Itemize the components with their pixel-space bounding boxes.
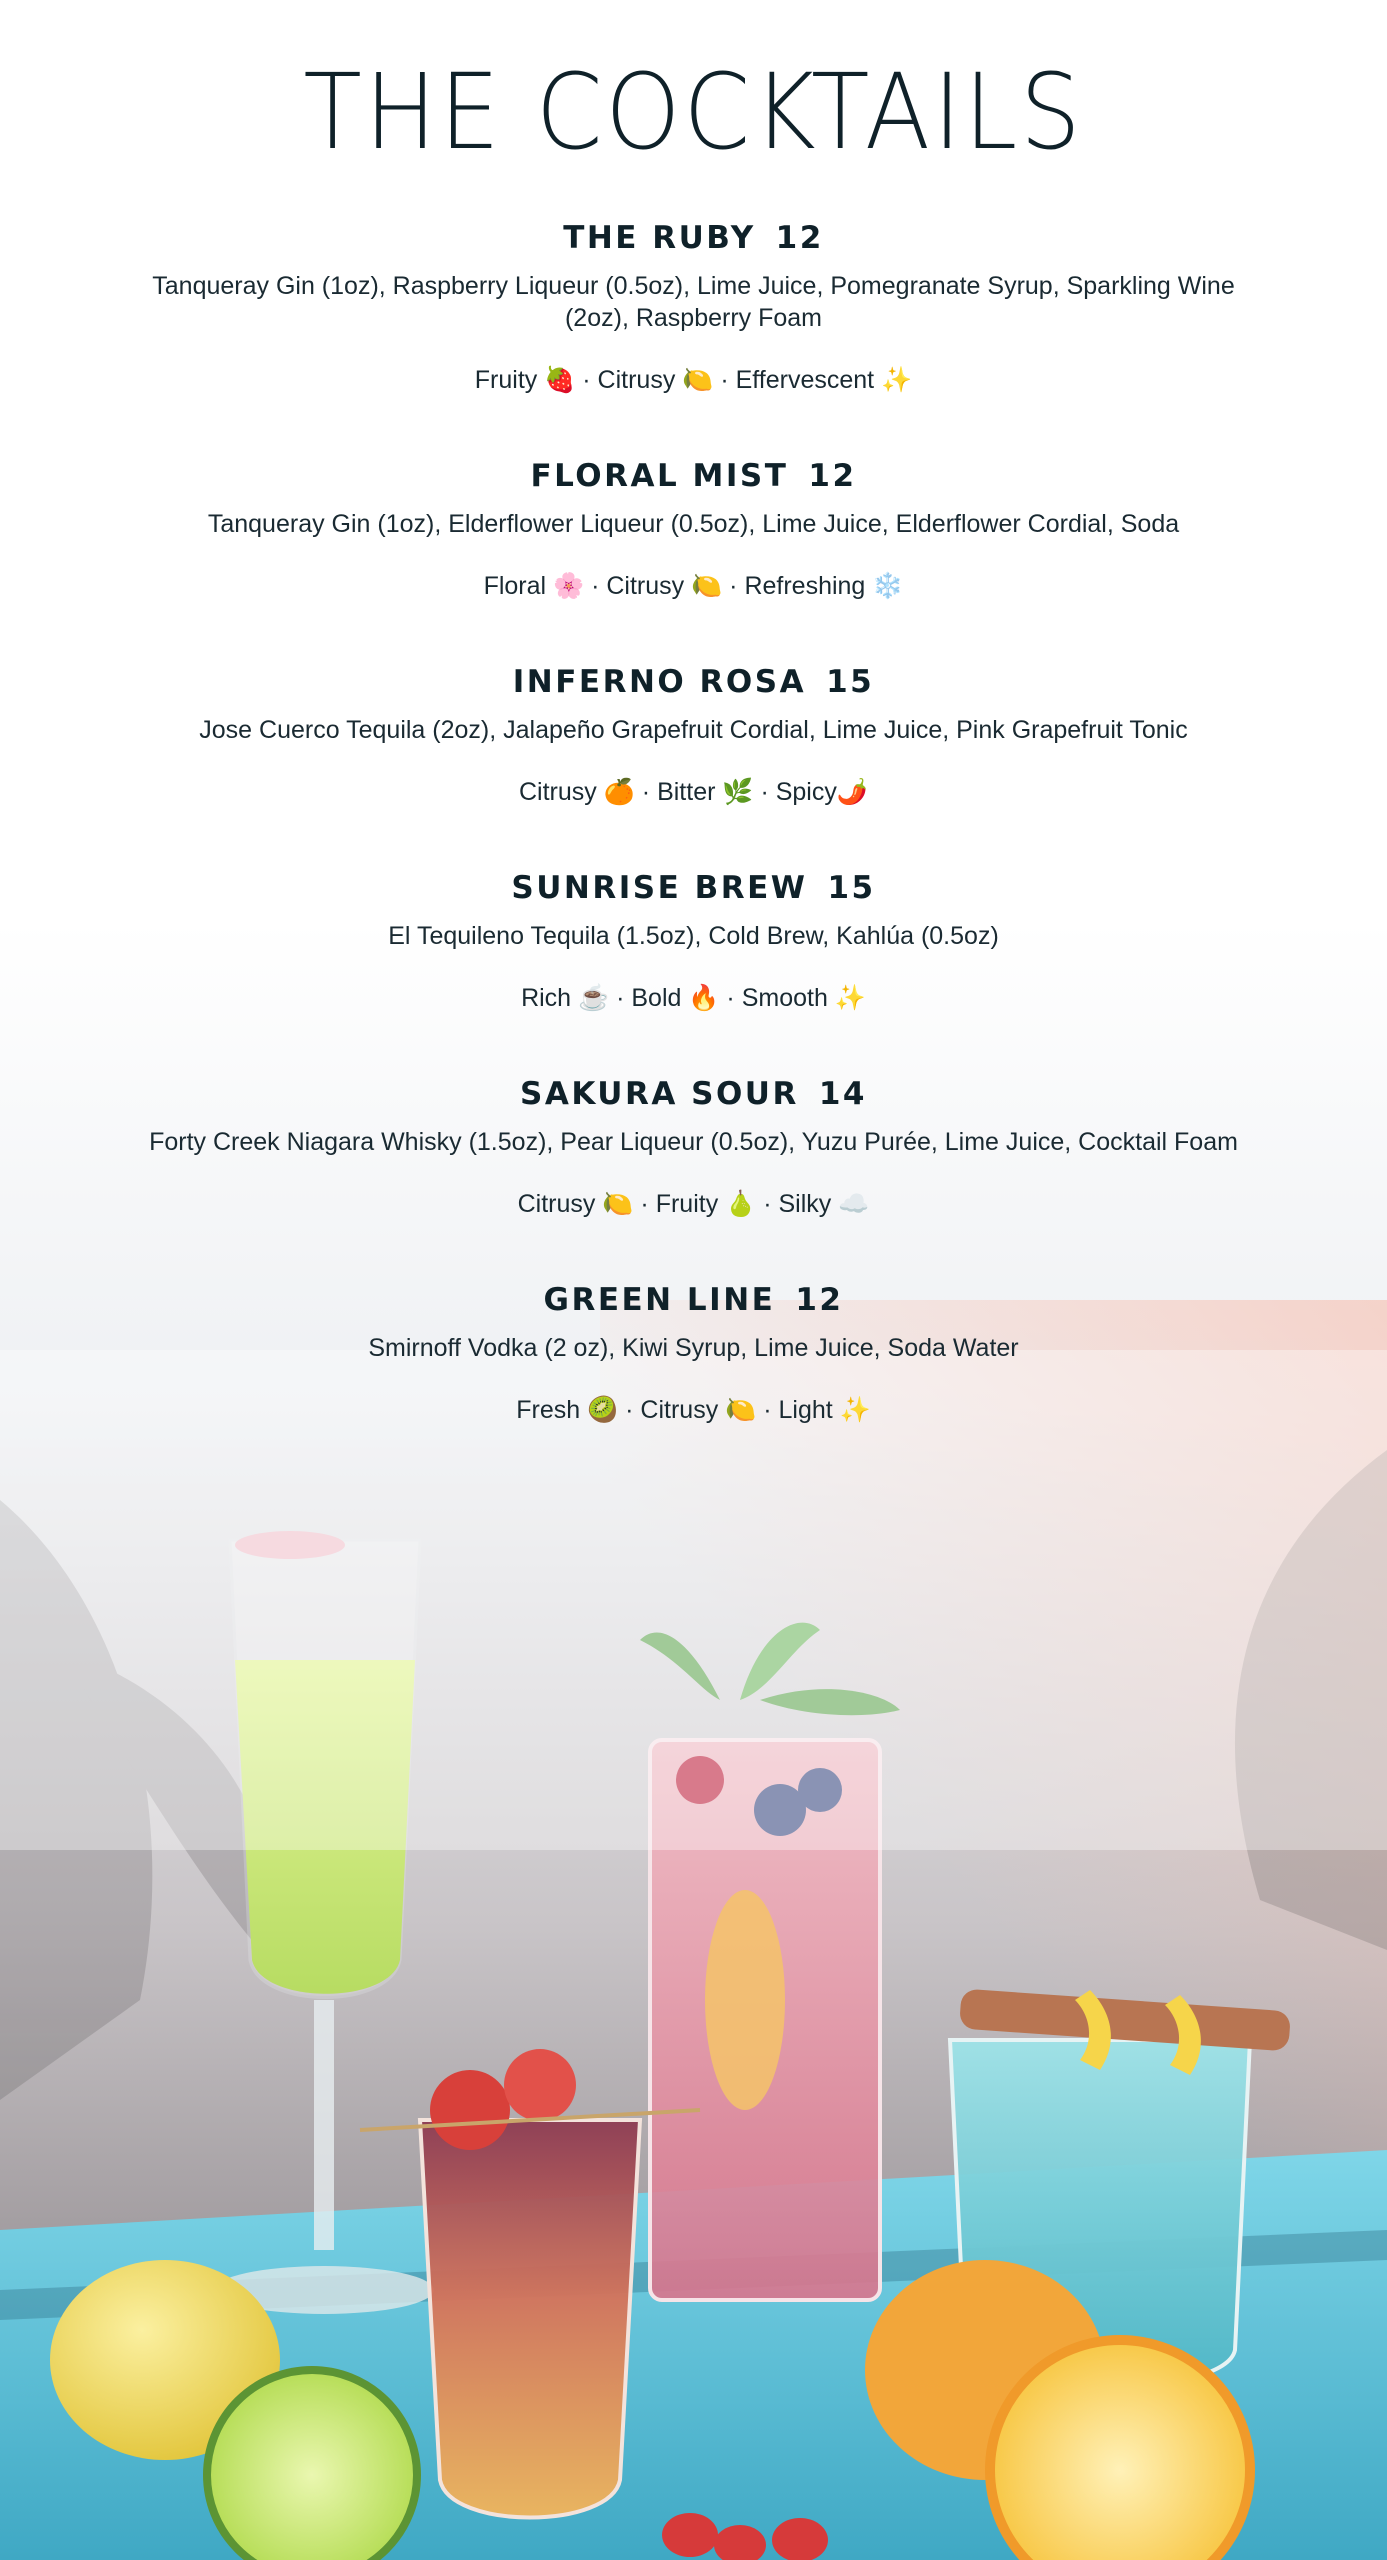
menu-item-price: 15: [826, 664, 875, 700]
menu-item-price: 12: [808, 458, 857, 494]
menu-item-ingredients: Tanqueray Gin (1oz), Raspberry Liqueur (0.5oz), Lime Juice, Pomegranate Syrup, Sparkling Wine (2oz), Raspberry Foam: [152, 272, 1235, 332]
menu-item-price: 14: [818, 1076, 867, 1112]
menu-item-ingredients: El Tequileno Tequila (1.5oz), Cold Brew, Kahlúa (0.5oz): [388, 922, 999, 950]
menu-item-header: [0, 1074, 1387, 1114]
menu-item-name: SAKURA SOUR: [520, 1076, 799, 1112]
menu-item-tags: Citrusy 🍋 · Fruity 🍐 · Silky ☁️: [517, 1190, 870, 1218]
menu-item-price: 12: [795, 1282, 844, 1318]
menu-item-header: [0, 868, 1387, 908]
menu-item-name: FLORAL MIST: [530, 458, 789, 494]
menu-item-header: [0, 1280, 1387, 1320]
menu-item-name: THE RUBY: [563, 220, 756, 256]
menu-item-header: [0, 456, 1387, 496]
menu-item-name: INFERNO ROSA: [512, 664, 807, 700]
menu-item-ingredients: Smirnoff Vodka (2 oz), Kiwi Syrup, Lime Juice, Soda Water: [368, 1334, 1019, 1362]
menu-item-sakura-sour: [0, 1074, 1387, 1220]
menu-item-price: 12: [775, 220, 824, 256]
menu-item-header: [0, 662, 1387, 702]
menu-item-sunrise-brew: [0, 868, 1387, 1014]
menu-item-tags: Fruity 🍓 · Citrusy 🍋 · Effervescent ✨: [474, 366, 913, 394]
menu-item-name: GREEN LINE: [543, 1282, 776, 1318]
menu-title: THE COCKTAILS: [303, 51, 1084, 173]
menu-item-name: SUNRISE BREW: [511, 870, 808, 906]
menu-item-price: 15: [827, 870, 876, 906]
menu-item-tags: Fresh 🥝 · Citrusy 🍋 · Light ✨: [516, 1396, 871, 1424]
menu-item-ingredients: Tanqueray Gin (1oz), Elderflower Liqueur (0.5oz), Lime Juice, Elderflower Cordial, Soda: [207, 510, 1180, 538]
menu-item-inferno-rosa: [0, 662, 1387, 808]
menu-item-tags: Floral 🌸 · Citrusy 🍋 · Refreshing ❄️: [483, 572, 904, 600]
menu-item-ingredients: Forty Creek Niagara Whisky (1.5oz), Pear Liqueur (0.5oz), Yuzu Purée, Lime Juice, Cocktail Foam: [149, 1128, 1238, 1156]
menu-item-ingredients: Jose Cuerco Tequila (2oz), Jalapeño Grapefruit Cordial, Lime Juice, Pink Grapefruit Tonic: [199, 716, 1188, 744]
menu-item-tags: Citrusy 🍊 · Bitter 🌿 · Spicy🌶️: [519, 778, 868, 806]
menu-item-green-line: [0, 1280, 1387, 1426]
menu-item-tags: Rich ☕ · Bold 🔥 · Smooth ✨: [521, 984, 866, 1012]
menu-item-the-ruby: [0, 218, 1387, 396]
menu-item-floral-mist: [0, 456, 1387, 602]
menu-item-header: [0, 218, 1387, 258]
